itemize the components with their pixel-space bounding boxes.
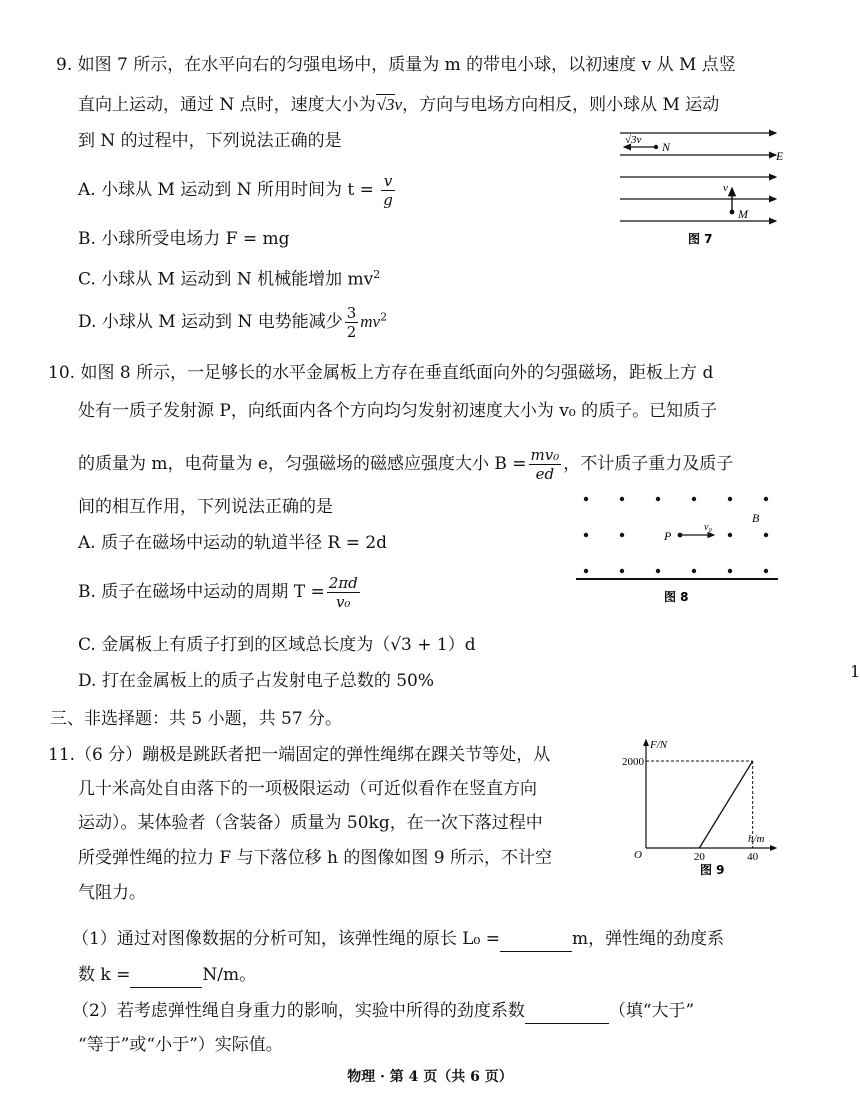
section-3-heading: 三、非选择题：共 5 小题，共 57 分。 [50,709,343,729]
q10-option-b-num: 2πd [328,574,358,592]
q10-option-b-text: B. 质子在磁场中运动的周期 T = [78,582,325,602]
answer-blank-l0[interactable] [500,933,572,952]
point-n [654,145,658,149]
field-dot [656,569,660,573]
margin-mark: 1 [850,662,860,681]
label-v: v [723,182,728,194]
origin-label: O [634,849,642,861]
answer-blank-compare[interactable] [525,1005,609,1024]
y-axis-label: F/N [650,739,668,751]
q11-part2-post: （填“大于” [608,1001,695,1021]
x-axis-label: h/m [748,833,765,845]
q9-option-c [78,262,380,293]
q10-line2: 处有一质子发射源 P，向纸面内各个方向均匀发射初速度大小为 v₀ 的质子。已知质子 [78,401,718,421]
q11-line2: 几十米高处自由落下的一项极限运动（可近似看作在竖直方向 [78,779,537,799]
field-dot [584,497,588,501]
point-m [730,210,735,215]
field-dot [764,569,768,573]
q10-option-b-fraction [327,574,360,611]
q9-option-d-mv: mv [360,312,381,331]
figure-7 [612,124,788,254]
x-tick-label-40: 40 [747,851,759,863]
label-b: B [752,511,760,525]
q11-line1: 11.（6 分）蹦极是跳跃者把一端固定的弹性绳绑在踝关节等处，从 [48,745,551,765]
q9-option-d-text: D. 小球从 M 运动到 N 电势能减少 [78,312,343,332]
q10-line3 [78,446,733,483]
figure-8 [574,488,784,610]
q9-option-b: B. 小球所受电场力 F = mg [78,229,290,249]
figure-9-chart [622,736,780,884]
magnetic-field-dots [584,497,768,573]
q9-option-d [78,304,387,341]
field-dot [728,533,732,537]
q9-option-d-fraction [345,304,359,341]
x-tick-label-20: 20 [693,851,705,863]
q9-option-a [78,172,397,209]
q10-option-b [78,574,362,611]
field-dot [764,497,768,501]
q11-part1-line2 [78,962,256,988]
q9-option-c-text: C. 小球从 M 运动到 N 机械能增加 mv [78,269,374,290]
q10-option-a: A. 质子在磁场中运动的轨道半径 R = 2d [78,533,388,553]
q11-part1-k: 数 k = [78,965,131,985]
field-dot [764,533,768,537]
q11-part1 [72,926,724,952]
q9-line2a: 直向上运动，通过 N 点时，速度大小为 [78,95,376,115]
field-dot [728,497,732,501]
field-dot [620,569,624,573]
label-n: N [662,140,671,154]
q11-part2-text: （2）若考虑弹性绳自身重力的影响，实验中所得的劲度系数 [72,1001,525,1021]
q9-v: v [394,95,403,114]
q10-line4: 间的相互作用，下列说法正确的是 [78,497,333,517]
q9-option-a-fraction [381,172,395,209]
q10-option-b-den: v₀ [335,593,351,611]
q9-sqrt3: √3 [376,95,395,114]
q9-option-a-num: v [381,172,395,191]
label-e: E [776,149,784,163]
q9-line2b: ，方向与电场方向相反，则小球从 M 运动 [402,95,720,115]
q10-line1: 10. 如图 8 所示，一足够长的水平金属板上方存在垂直纸面向外的匀强磁场，距板上方 d [48,363,714,383]
field-dot [620,497,624,501]
q11-line4: 所受弹性绳的拉力 F 与下落位移 h 的图像如图 9 所示，不计空 [78,848,552,868]
q11-part2-line2: “等于”或“小于”）实际值。 [78,1035,283,1055]
q9-line3: 到 N 的过程中，下列说法正确的是 [78,131,342,151]
q9-option-d-den: 2 [346,323,357,341]
q10-line3-post: ，不计质子重力及质子 [563,454,734,474]
q9-option-d-num: 3 [346,304,357,322]
label-m: M [738,207,748,221]
label-p: P [664,529,672,543]
q10-option-c: C. 金属板上有质子打到的区域总长度为（√3 + 1）d [78,635,476,655]
q11-line3: 运动）。某体验者（含装备）质量为 50kg，在一次下落过程中 [78,813,543,833]
figure-9-caption: 图 9 [700,863,725,877]
q11-line5: 气阻力。 [78,883,146,903]
label-v0: v₀ [704,522,712,533]
figure-7-caption: 图 7 [688,232,713,246]
field-dot [620,533,624,537]
field-dot [656,497,660,501]
q10-option-d: D. 打在金属板上的质子占发射电子总数的 50% [78,671,435,691]
field-dot [584,569,588,573]
q11-part2 [72,998,694,1024]
q9-option-a-text: A. 小球从 M 运动到 N 所用时间为 t = [78,180,374,200]
page-footer: 物理 · 第 4 页（共 6 页） [347,1069,513,1085]
q11-part1-unit: N/m。 [202,965,257,985]
y-tick-label-2000: 2000 [622,756,644,769]
figure-8-caption: 图 8 [664,590,689,604]
q10-line3-text: 的质量为 m，电荷量为 e，匀强磁场的磁感应强度大小 B = [78,454,527,474]
q10-b-fraction [529,446,562,483]
q11-part1-text: （1）通过对图像数据的分析可知，该弹性绳的原长 L₀ = [72,929,500,949]
field-dot [692,497,696,501]
q9-line2 [78,92,719,118]
answer-blank-k[interactable] [130,969,202,988]
q10-b-den: ed [535,465,555,483]
q10-b-num: mv₀ [530,446,560,464]
q9-option-a-den: g [383,191,393,209]
field-lines [620,133,776,221]
q9-option-c-sup: 2 [373,268,381,281]
q9-option-d-sup: 2 [380,310,388,324]
field-dot [728,569,732,573]
q9-line1: 9. 如图 7 所示，在水平向右的匀强电场中，质量为 m 的带电小球，以初速度 v 从 M 点竖 [56,55,736,75]
field-dot [584,533,588,537]
field-dot [692,569,696,573]
label-sqrt3v: √3v [625,134,642,146]
q11-part1-mid: m，弹性绳的劲度系 [571,929,725,949]
data-line-f-vs-h [699,761,752,848]
